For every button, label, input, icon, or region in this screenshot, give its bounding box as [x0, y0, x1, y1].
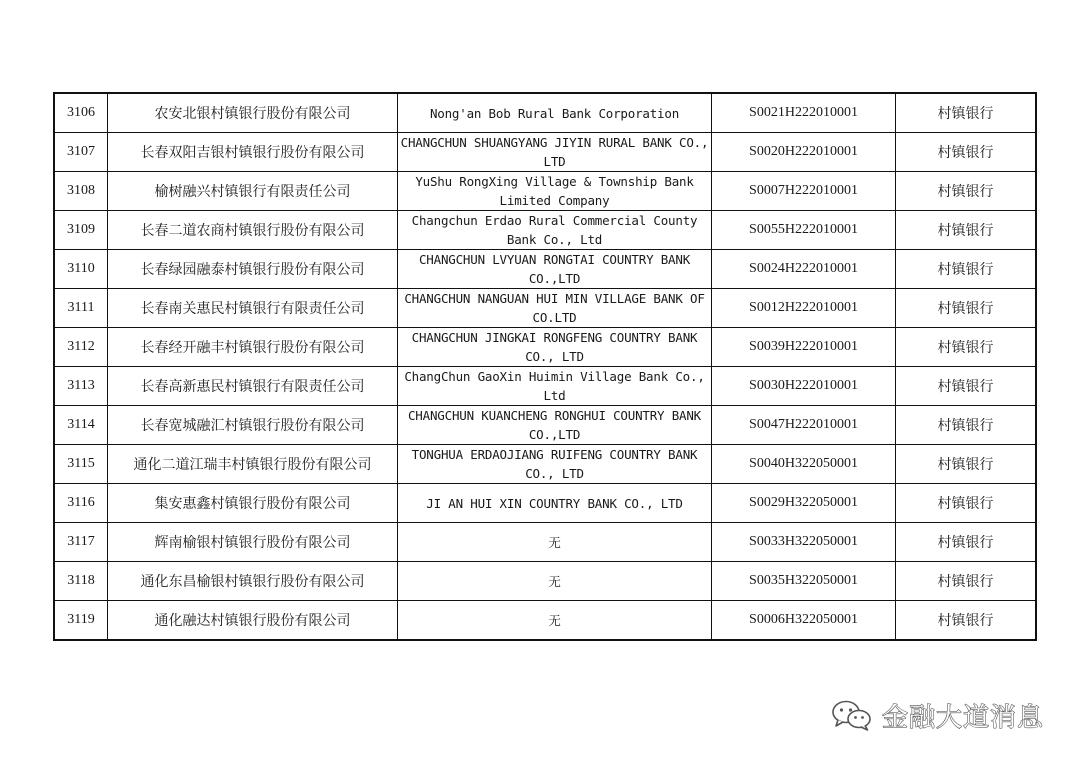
table-row — [54, 523, 1036, 562]
row-number: 3113 — [54, 367, 108, 406]
row-number: 3110 — [54, 250, 108, 289]
table-row — [54, 601, 1036, 641]
institution-type: 村镇银行 — [896, 367, 1037, 406]
table-row — [54, 289, 1036, 328]
bank-name-chinese: 长春经开融丰村镇银行股份有限公司 — [108, 328, 398, 367]
institution-code: S0012H222010001 — [712, 289, 896, 328]
institution-type: 村镇银行 — [896, 484, 1037, 523]
institution-type: 村镇银行 — [896, 289, 1037, 328]
bank-name-chinese: 长春高新惠民村镇银行有限责任公司 — [108, 367, 398, 406]
bank-name-chinese: 长春双阳吉银村镇银行股份有限公司 — [108, 133, 398, 172]
watermark-text: 金融大道消息 — [881, 702, 1044, 733]
table-row — [54, 211, 1036, 250]
institution-code: S0029H322050001 — [712, 484, 896, 523]
institution-code: S0030H222010001 — [712, 367, 896, 406]
row-number: 3109 — [54, 211, 108, 250]
bank-name-english: CHANGCHUN KUANCHENG RONGHUI COUNTRY BANK CO.,LTD — [398, 406, 712, 445]
bank-name-chinese: 通化二道江瑞丰村镇银行股份有限公司 — [108, 445, 398, 484]
institution-code: S0033H322050001 — [712, 523, 896, 562]
bank-name-english: CHANGCHUN JINGKAI RONGFENG COUNTRY BANK CO., LTD — [398, 328, 712, 367]
institution-code: S0006H322050001 — [712, 601, 896, 641]
row-number: 3108 — [54, 172, 108, 211]
row-number: 3107 — [54, 133, 108, 172]
table-row — [54, 445, 1036, 484]
bank-name-chinese: 榆树融兴村镇银行有限责任公司 — [108, 172, 398, 211]
institution-type: 村镇银行 — [896, 93, 1037, 133]
institution-code: S0024H222010001 — [712, 250, 896, 289]
institution-type: 村镇银行 — [896, 601, 1037, 641]
institution-code: S0020H222010001 — [712, 133, 896, 172]
institution-type: 村镇银行 — [896, 211, 1037, 250]
bank-name-english: TONGHUA ERDAOJIANG RUIFENG COUNTRY BANK CO., LTD — [398, 445, 712, 484]
institution-code: S0047H222010001 — [712, 406, 896, 445]
bank-name-english: 无 — [398, 562, 712, 601]
wechat-icon — [830, 698, 874, 732]
table-row — [54, 93, 1036, 133]
institution-type: 村镇银行 — [896, 523, 1037, 562]
bank-name-chinese: 集安惠鑫村镇银行股份有限公司 — [108, 484, 398, 523]
bank-name-english: 无 — [398, 601, 712, 641]
bank-name-english: CHANGCHUN LVYUAN RONGTAI COUNTRY BANK CO.,LTD — [398, 250, 712, 289]
table-row — [54, 172, 1036, 211]
institution-code: S0055H222010001 — [712, 211, 896, 250]
table-row — [54, 562, 1036, 601]
institution-type: 村镇银行 — [896, 406, 1037, 445]
bank-name-chinese: 通化东昌榆银村镇银行股份有限公司 — [108, 562, 398, 601]
row-number: 3106 — [54, 93, 108, 133]
bank-name-english: YuShu RongXing Village & Township Bank Limited Company — [398, 172, 712, 211]
institution-type: 村镇银行 — [896, 250, 1037, 289]
institution-type: 村镇银行 — [896, 562, 1037, 601]
institution-type: 村镇银行 — [896, 445, 1037, 484]
bank-name-english: 无 — [398, 523, 712, 562]
bank-name-english: CHANGCHUN NANGUAN HUI MIN VILLAGE BANK OF CO.LTD — [398, 289, 712, 328]
institution-code: S0007H222010001 — [712, 172, 896, 211]
institution-code: S0039H222010001 — [712, 328, 896, 367]
row-number: 3116 — [54, 484, 108, 523]
watermark — [830, 693, 1044, 737]
bank-name-chinese: 长春南关惠民村镇银行有限责任公司 — [108, 289, 398, 328]
bank-name-english: ChangChun GaoXin Huimin Village Bank Co., Ltd — [398, 367, 712, 406]
table-row — [54, 406, 1036, 445]
bank-name-english: Changchun Erdao Rural Commercial County Bank Co., Ltd — [398, 211, 712, 250]
bank-name-chinese: 通化融达村镇银行股份有限公司 — [108, 601, 398, 641]
institution-type: 村镇银行 — [896, 172, 1037, 211]
row-number: 3119 — [54, 601, 108, 641]
bank-name-chinese: 长春二道农商村镇银行股份有限公司 — [108, 211, 398, 250]
bank-list-table — [53, 92, 1037, 641]
row-number: 3118 — [54, 562, 108, 601]
institution-code: S0040H322050001 — [712, 445, 896, 484]
institution-code: S0035H322050001 — [712, 562, 896, 601]
institution-type: 村镇银行 — [896, 133, 1037, 172]
institution-type: 村镇银行 — [896, 328, 1037, 367]
table-row — [54, 367, 1036, 406]
table-row — [54, 250, 1036, 289]
table-body — [54, 93, 1036, 640]
row-number: 3111 — [54, 289, 108, 328]
bank-name-chinese: 长春宽城融汇村镇银行股份有限公司 — [108, 406, 398, 445]
institution-code: S0021H222010001 — [712, 93, 896, 133]
row-number: 3112 — [54, 328, 108, 367]
bank-name-chinese: 长春绿园融泰村镇银行股份有限公司 — [108, 250, 398, 289]
table-row — [54, 328, 1036, 367]
row-number: 3114 — [54, 406, 108, 445]
bank-name-chinese: 农安北银村镇银行股份有限公司 — [108, 93, 398, 133]
row-number: 3115 — [54, 445, 108, 484]
bank-name-chinese: 辉南榆银村镇银行股份有限公司 — [108, 523, 398, 562]
table-row — [54, 484, 1036, 523]
table-row — [54, 133, 1036, 172]
bank-name-english: Nong'an Bob Rural Bank Corporation — [398, 93, 712, 133]
row-number: 3117 — [54, 523, 108, 562]
bank-name-english: CHANGCHUN SHUANGYANG JIYIN RURAL BANK CO., LTD — [398, 133, 712, 172]
bank-name-english: JI AN HUI XIN COUNTRY BANK CO., LTD — [398, 484, 712, 523]
